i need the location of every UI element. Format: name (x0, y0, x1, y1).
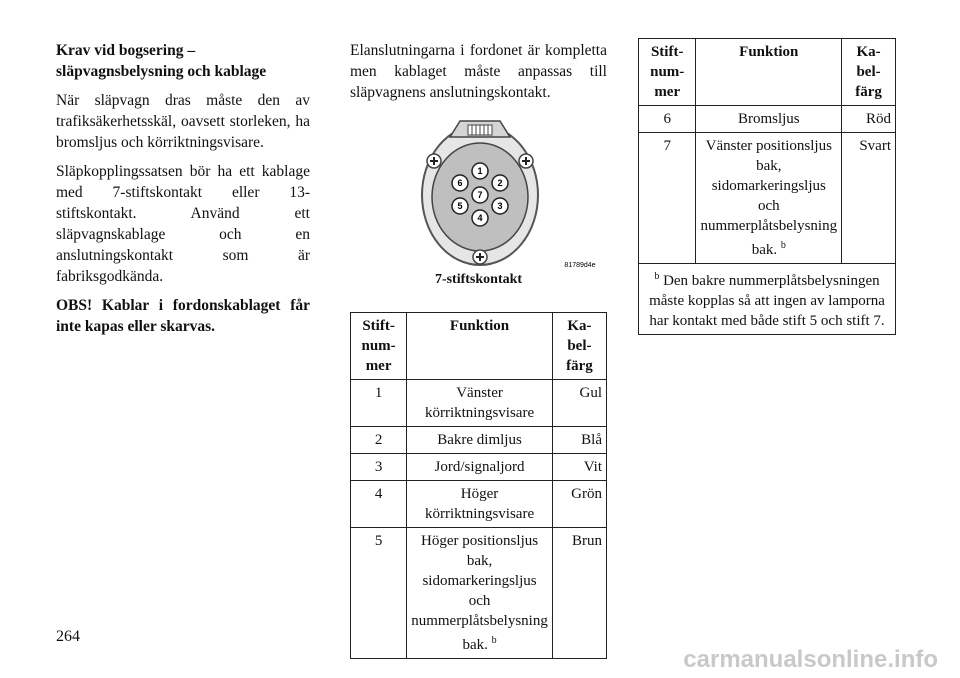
pin-cell: 7 (639, 133, 696, 264)
paragraph: När släpvagn dras måste den av trafiksäkerhetsskäl, oavsett storleken, ha bromsljus och körriktningsvisare. (56, 92, 310, 151)
screw-icon (519, 154, 533, 168)
column-header-color: Ka-bel-färg (552, 313, 606, 380)
pin-cell: 1 (351, 380, 407, 427)
pin-5-label: 5 (457, 201, 463, 211)
screw-icon (427, 154, 441, 168)
section-heading: Krav vid bogsering – släpvagnsbelysning och kablage (56, 42, 267, 80)
table-row (351, 454, 607, 481)
table-row (351, 380, 607, 427)
pin-2-label: 2 (497, 178, 503, 188)
table-header-row (639, 39, 896, 106)
pin-cell: 4 (351, 481, 407, 528)
watermark: carmanualsonline.info (683, 646, 938, 673)
table-row (351, 481, 607, 528)
color-cell: Gul (552, 380, 606, 427)
table-row (351, 427, 607, 454)
color-cell: Röd (842, 106, 896, 133)
function-cell: Höger körriktningsvisare (407, 481, 553, 528)
pin-cell: 3 (351, 454, 407, 481)
pin-cell: 2 (351, 427, 407, 454)
footnote-text: Den bakre nummerplåtsbelysningen måste kopplas så att ingen av lamporna har kontakt med både stift 5 och stift 7. (649, 273, 885, 329)
intro-paragraph: Elanslutningarna i fordonet är kompletta men kablaget måste anpassas till släpvagnens anslutningskontakt. (350, 42, 607, 101)
connector-figure (350, 111, 607, 271)
seven-pin-connector-illustration (350, 111, 607, 271)
function-text: Höger positionsljus bak, sidomarkeringsljus och nummerplåtsbelysning bak. (411, 533, 548, 653)
pin-table (350, 312, 607, 659)
pin-cell: 6 (639, 106, 696, 133)
table-row (351, 528, 607, 659)
function-cell: Jord/signaljord (407, 454, 553, 481)
screw-icon (473, 250, 487, 264)
column-header-function: Funktion (407, 313, 553, 380)
warning-note: OBS! Kablar i fordonskablaget får inte kapas eller skarvas. (56, 297, 310, 335)
function-cell (696, 133, 842, 264)
right-column (638, 38, 896, 335)
function-cell: Bakre dimljus (407, 427, 553, 454)
pin-7-label: 7 (477, 190, 483, 200)
color-cell: Grön (552, 481, 606, 528)
pin-3-label: 3 (497, 201, 503, 211)
footnote-ref: b (491, 635, 497, 646)
column-header-pin: Stift-num-mer (639, 39, 696, 106)
footnote-cell (639, 264, 896, 335)
color-cell: Blå (552, 427, 606, 454)
figure-code: 81789d4e (564, 262, 596, 269)
pin-cell: 5 (351, 528, 407, 659)
color-cell: Svart (842, 133, 896, 264)
pin-4-label: 4 (477, 213, 483, 223)
column-header-color: Ka-bel-färg (842, 39, 896, 106)
footnote-row (639, 264, 896, 335)
pin-table-continued (638, 38, 896, 335)
pin-1-label: 1 (477, 166, 483, 176)
color-cell: Brun (552, 528, 606, 659)
column-header-function: Funktion (696, 39, 842, 106)
left-column (56, 40, 310, 337)
function-cell (407, 528, 553, 659)
color-cell: Vit (552, 454, 606, 481)
column-header-pin: Stift-num-mer (351, 313, 407, 380)
middle-column (350, 40, 607, 659)
page-number: 264 (56, 628, 80, 645)
pin-6-label: 6 (457, 178, 463, 188)
footnote-mark: b (654, 271, 660, 282)
function-cell: Bromsljus (696, 106, 842, 133)
function-cell: Vänster körriktningsvisare (407, 380, 553, 427)
figure-caption: 7-stiftskontakt (434, 272, 523, 287)
footnote-ref: b (780, 240, 786, 251)
table-header-row (351, 313, 607, 380)
table-row (639, 133, 896, 264)
paragraph: Släpkopplingssatsen bör ha ett kablage med 7-stiftskontakt eller 13-stiftskontakt. Använd ett släpvagnskablage och en anslutningskontakt som är fabriksgodkända. (56, 163, 310, 285)
function-text: Vänster positionsljus bak, sidomarkeringsljus och nummerplåtsbelysning bak. (700, 138, 838, 258)
table-row (639, 106, 896, 133)
